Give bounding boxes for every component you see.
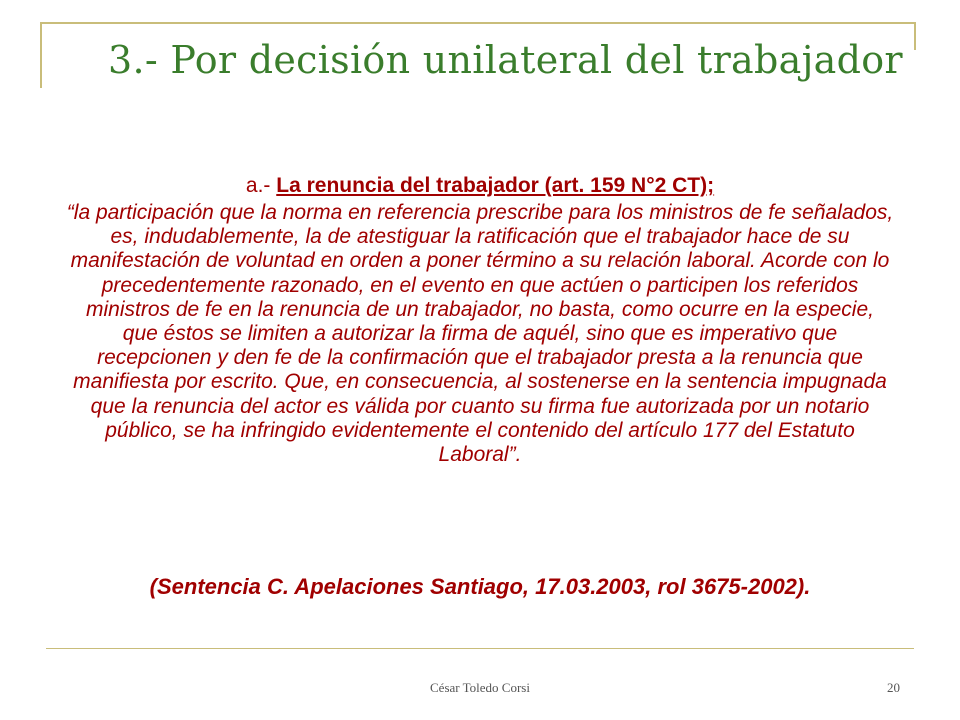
quote-text: “la participación que la norma en referencia prescribe para los ministros de fe señalados, es, indudablemente, la de atestiguar la ratificación que el trabajador hace de su manifestación de voluntad en orden a poner término a su relación laboral. Acorde con lo precedentemente razonado, en el evento en que actúen o participen los referidos ministros de fe en la renuncia de un trabajador, no basta, como ocurre en la especie, que éstos se limiten a autorizar la firma de aquél, sino que es imperativo que recepcionen y den fe de la confirmación que el trabajador presta a la renuncia que manifiesta por escrito. Que, en consecuencia, al sostenerse en la sentencia impugnada que la renuncia del actor es válida por cuanto su firma fue autorizada por un notario público, se ha infringido evidentemente el contenido del artículo 177 del Estatuto Laboral”. [66, 201, 894, 467]
subheading-prefix: a.- [245, 174, 277, 197]
frame-top-line [40, 22, 916, 24]
footer-author: César Toledo Corsi [430, 680, 530, 695]
subheading-text: La renuncia del trabajador (art. 159 N°2 CT); [276, 174, 715, 197]
slide-title: 3.- Por decisión unilateral del trabajador [108, 38, 903, 82]
subheading [60, 172, 900, 199]
frame-right-line [914, 22, 916, 50]
frame-left-line [40, 22, 42, 88]
slide-content [60, 172, 900, 467]
citation: (Sentencia C. Apelaciones Santiago, 17.03.2003, rol 3675-2002). [149, 574, 811, 599]
page-number: 20 [887, 680, 900, 695]
footer-divider [46, 648, 914, 649]
